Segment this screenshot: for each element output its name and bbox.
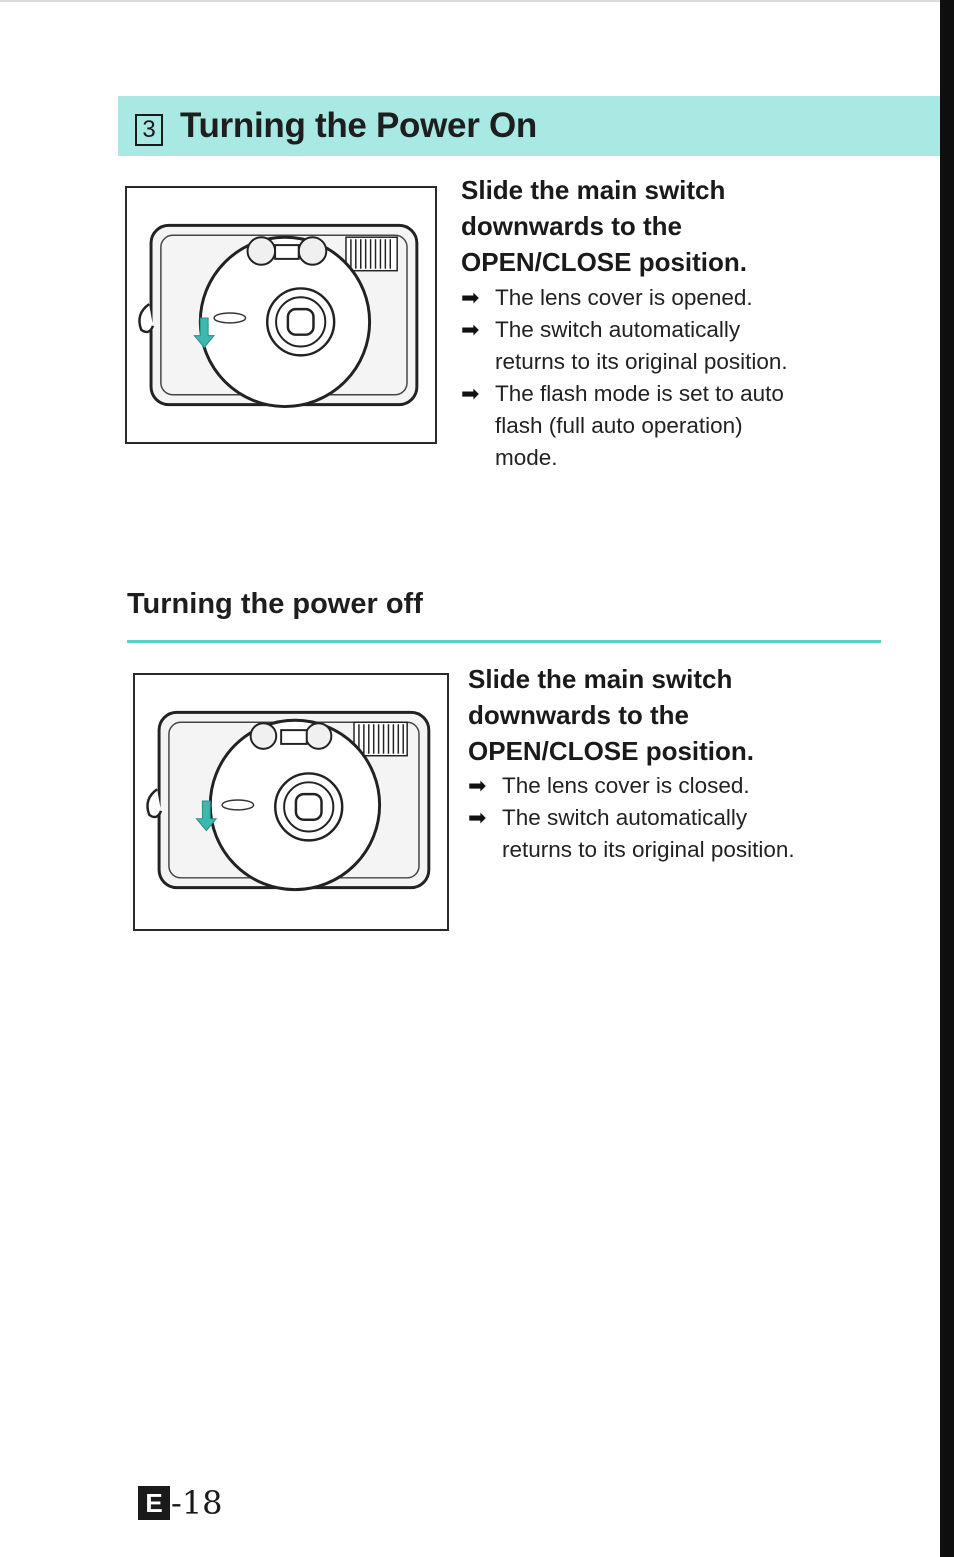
- result-item: [461, 282, 861, 314]
- page-binding-edge: [940, 0, 954, 1557]
- power-off-illustration: [133, 673, 449, 931]
- right-arrow-icon: ➡: [461, 317, 480, 342]
- power-off-heading: Turning the power off: [127, 588, 423, 620]
- result-line: flash (full auto operation): [495, 413, 743, 438]
- power-off-results: [468, 770, 868, 866]
- result-line: The lens cover is opened.: [495, 285, 753, 310]
- right-arrow-icon: ➡: [468, 805, 487, 830]
- camera-icon: [135, 675, 447, 929]
- instruction-line: OPEN/CLOSE position.: [468, 736, 755, 766]
- power-off-instruction: [468, 661, 754, 769]
- result-item: [468, 770, 868, 802]
- camera-icon: [127, 188, 435, 442]
- result-line: returns to its original position.: [502, 837, 795, 862]
- instruction-line: Slide the main switch: [461, 175, 726, 205]
- result-line: mode.: [495, 445, 558, 470]
- page-number: [138, 1484, 223, 1522]
- right-arrow-icon: ➡: [461, 285, 480, 310]
- section-title: Turning the Power On: [180, 106, 537, 145]
- result-line: The switch automatically: [495, 317, 741, 342]
- instruction-line: Slide the main switch: [468, 664, 733, 694]
- page-top-edge: [0, 0, 954, 2]
- language-badge: E: [138, 1486, 170, 1520]
- result-line: The switch automatically: [502, 805, 748, 830]
- page-number-text: -18: [171, 1484, 223, 1522]
- power-on-results: [461, 282, 861, 474]
- power-on-illustration: [125, 186, 437, 444]
- instruction-line: OPEN/CLOSE position.: [461, 247, 748, 277]
- result-line: returns to its original position.: [495, 349, 788, 374]
- instruction-line: downwards to the: [468, 700, 689, 730]
- result-line: The flash mode is set to auto: [495, 381, 784, 406]
- power-on-instruction: [461, 172, 747, 280]
- result-item: [468, 802, 868, 866]
- section-number: 3: [135, 114, 163, 146]
- instruction-line: downwards to the: [461, 211, 682, 241]
- result-item: [461, 314, 861, 378]
- right-arrow-icon: ➡: [468, 773, 487, 798]
- heading-divider: [127, 640, 881, 643]
- right-arrow-icon: ➡: [461, 381, 480, 406]
- result-item: [461, 378, 861, 474]
- result-line: The lens cover is closed.: [502, 773, 750, 798]
